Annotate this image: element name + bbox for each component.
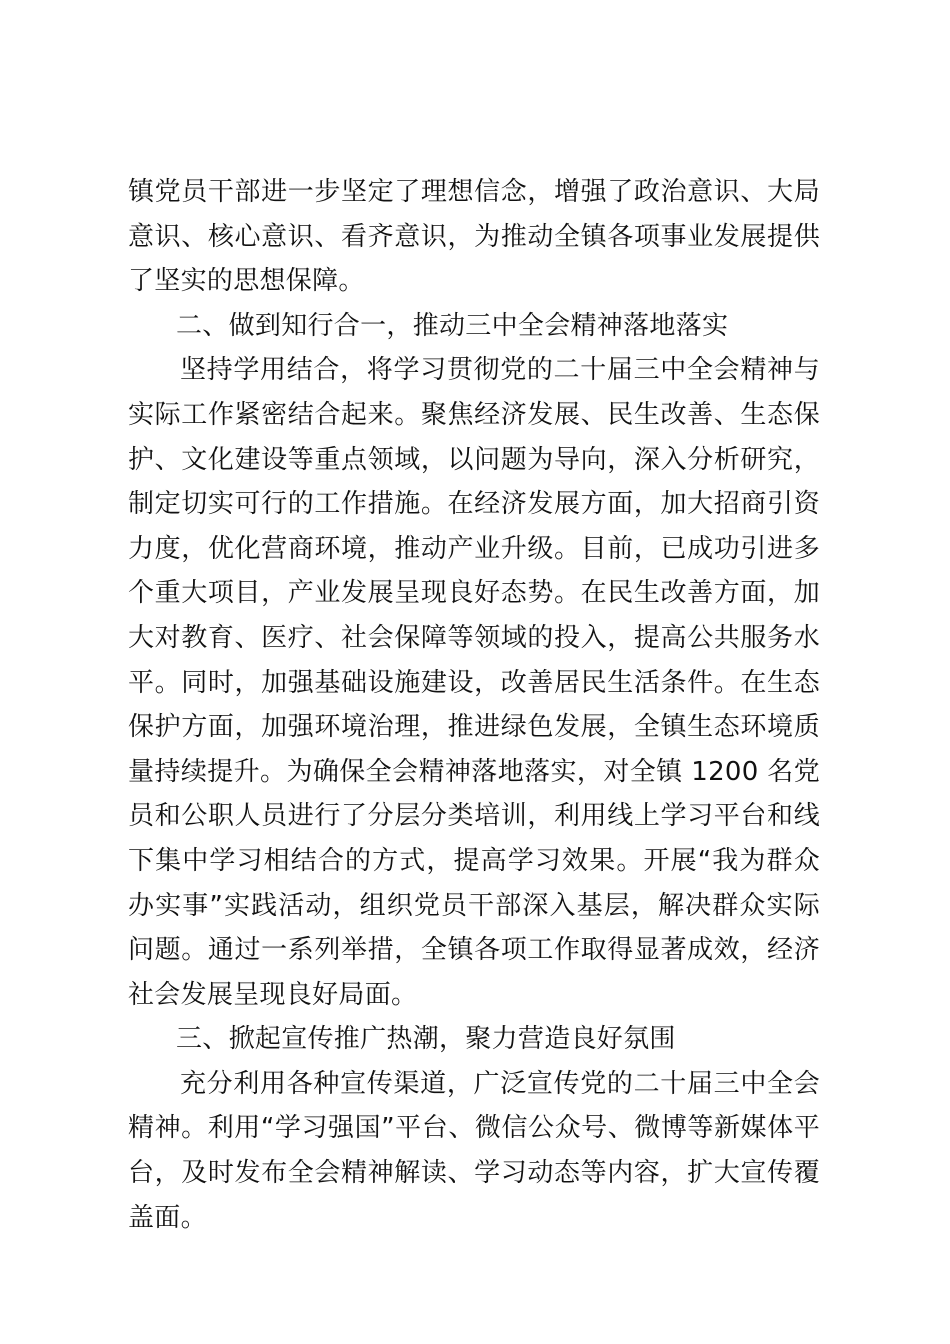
section-heading-3: 三、掀起宣传推广热潮，聚力营造良好氛围 (176, 1024, 676, 1055)
paragraph-section-2-body: 坚持学用结合，将学习贯彻党的二十届三中全会精神与实际工作紧密结合起来。聚焦经济发展、民生改善、生态保护、文化建设等重点领域，以问题为导向，深入分析研究，制定切实可行的工作措施。在经济发展方面，加大招商引资力度，优化营商环境，推动产业升级。目前，已成功引进多个重大项目，产业发展呈现良好态势。在民生改善方面，加大对教育、医疗、社会保障等领域的投入，提高公共服务水平。同时，加强基础设施建设，改善居民生活条件。在生态保护方面，加强环境治理，推进绿色发展，全镇生态环境质量持续提升。为确保全会精神落地落实，对全镇 1200 名党员和公职人员进行了分层分类培训，利用线上学习平台和线下集中学习相结合的方式，提高学习效果。开展“我为群众办实事”实践活动，组织党员干部深入基层，解决群众实际问题。通过一系列举措，全镇各项工作取得显著成效，经济社会发展呈现良好局面。 (128, 355, 820, 1010)
paragraph-continuation: 镇党员干部进一步坚定了理想信念，增强了政治意识、大局意识、核心意识、看齐意识，为推动全镇各项事业发展提供了坚实的思想保障。 (128, 177, 820, 297)
document-body (128, 170, 820, 1240)
paragraph-section-3-body: 充分利用各种宣传渠道，广泛宣传党的二十届三中全会精神。利用“学习强国”平台、微信公众号、微博等新媒体平台，及时发布全会精神解读、学习动态等内容，扩大宣传覆盖面。 (128, 1068, 820, 1233)
section-heading-2: 二、做到知行合一，推动三中全会精神落地落实 (176, 310, 729, 341)
